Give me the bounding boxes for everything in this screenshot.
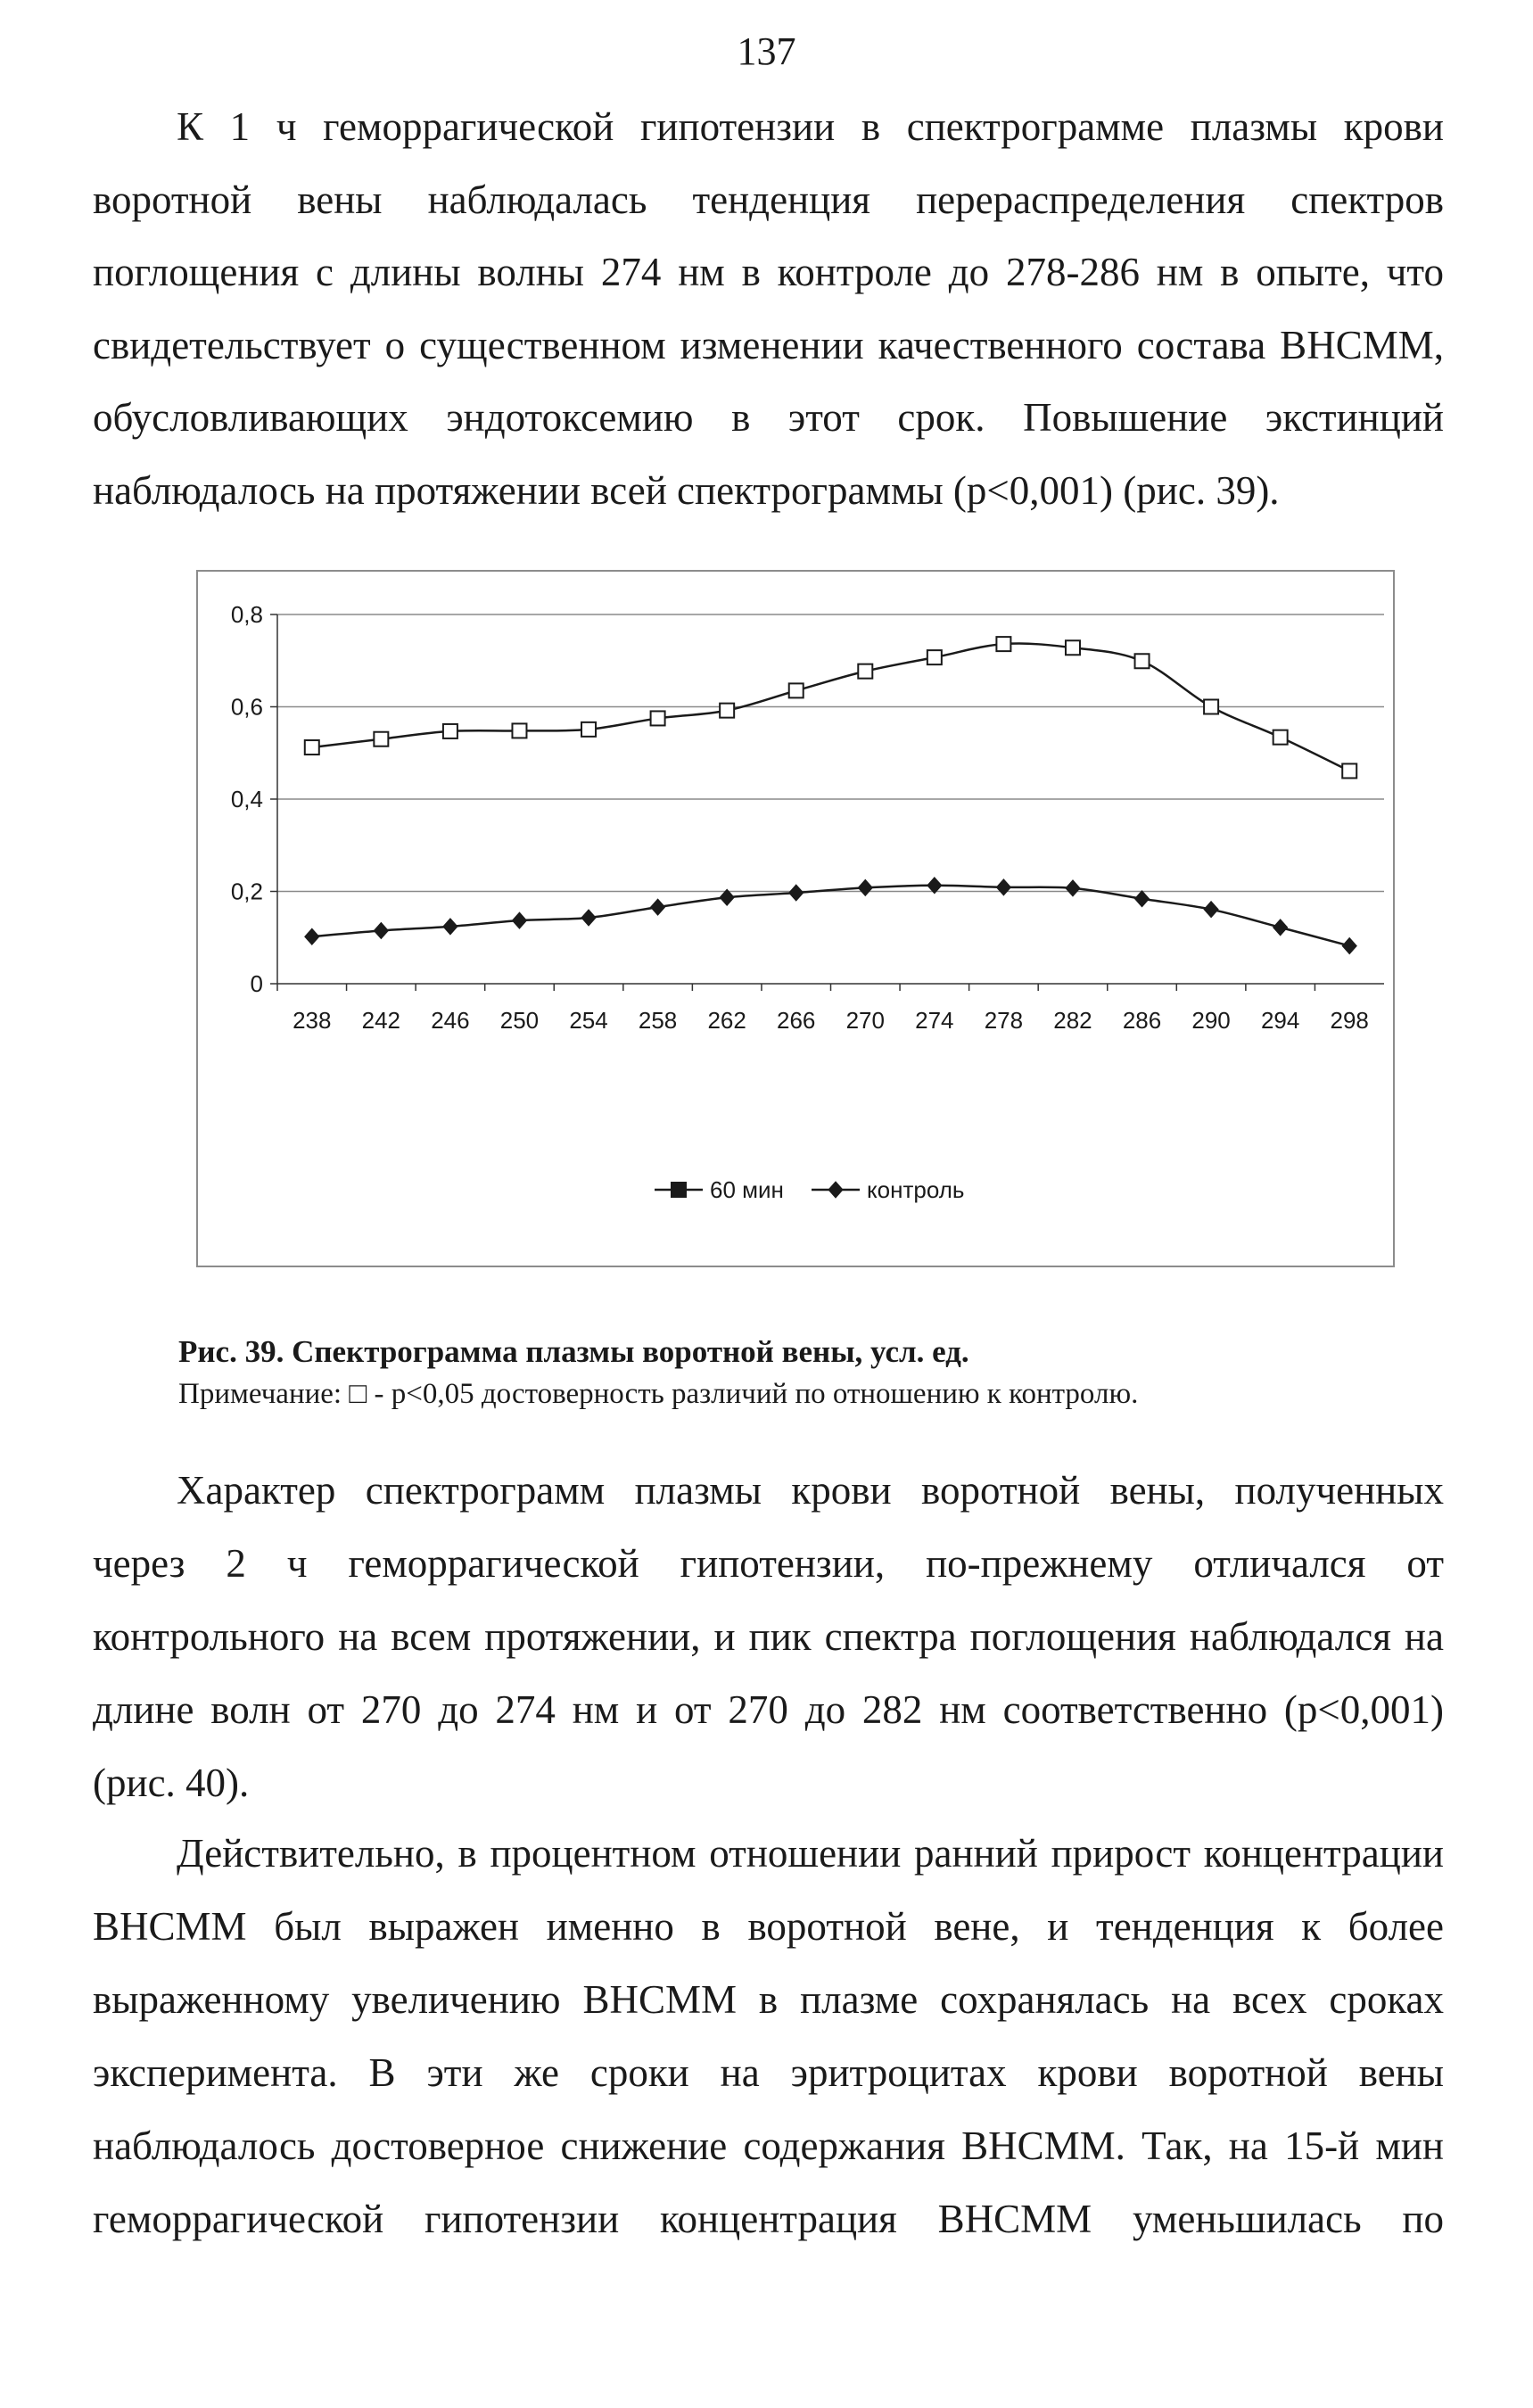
y-tick-label: 0 [250, 970, 263, 997]
data-point-diamond [828, 1182, 843, 1198]
text-line: Характер спектрограмм плазмы крови воротной вены, полученных [177, 1468, 1444, 1513]
x-tick-label: 286 [1122, 1007, 1162, 1034]
data-point-diamond [996, 879, 1010, 895]
data-point-square [672, 1183, 686, 1197]
legend-item [812, 1176, 964, 1203]
text-line: поглощения с длины волны 274 нм в контроле до 278-286 нм в опыте, что [93, 250, 1444, 295]
data-point-square [1066, 640, 1080, 655]
x-tick-label: 246 [431, 1007, 470, 1034]
data-point-square [443, 724, 457, 738]
data-point-diamond [651, 899, 665, 915]
page-number: 137 [737, 29, 796, 73]
x-tick-label: 278 [984, 1007, 1024, 1034]
text-line: через 2 ч геморрагической гипотензии, по-прежнему отличался от [93, 1541, 1444, 1586]
data-point-diamond [1204, 902, 1218, 918]
series-layer [305, 637, 1356, 953]
data-point-diamond [305, 928, 319, 944]
paragraph-2 [93, 1454, 1444, 1819]
text-line: воротной вены наблюдалась тенденция перераспределения спектров [93, 177, 1444, 222]
x-tick-label: 282 [1053, 1007, 1092, 1034]
series-square [305, 637, 1356, 778]
text-line: выраженному увеличению ВНСММ в плазме сохранялась на всех сроках [93, 1977, 1444, 2022]
x-tick-label: 262 [707, 1007, 746, 1034]
data-point-square [374, 732, 388, 746]
x-tick-label: 254 [569, 1007, 608, 1034]
data-point-diamond [858, 879, 872, 895]
x-tick-label: 270 [845, 1007, 885, 1034]
y-tick-label: 0,6 [230, 693, 263, 721]
legend [655, 1176, 964, 1203]
data-point-diamond [1135, 891, 1150, 907]
text-line: длине волн от 270 до 274 нм и от 270 до 282 нм соответственно (p<0,001) [93, 1687, 1444, 1732]
text-line: геморрагической гипотензии концентрация ВНСММ уменьшилась по [93, 2197, 1444, 2241]
y-tick-label: 0,4 [230, 786, 263, 812]
series-diamond [305, 878, 1356, 954]
chart-canvas [198, 572, 1393, 1266]
x-tick-label: 258 [638, 1007, 678, 1034]
data-point-square [512, 723, 526, 738]
data-point-square [996, 637, 1010, 651]
x-tick-label: 290 [1191, 1007, 1231, 1034]
x-tick-label: 298 [1330, 1007, 1369, 1034]
data-point-square [1273, 730, 1288, 745]
x-tick-label: 242 [361, 1007, 401, 1034]
axes [231, 601, 1384, 1034]
legend-item [655, 1176, 784, 1203]
x-tick-label: 250 [499, 1007, 540, 1034]
text-line: свидетельствует о существенном изменении качественного состава ВНСММ, [93, 322, 1444, 367]
paragraph-3 [93, 1817, 1444, 2255]
text-line: ВНСММ был выражен именно в воротной вене, и тенденция к более [93, 1904, 1444, 1949]
data-point-square [720, 704, 734, 718]
data-point-diamond [581, 910, 596, 926]
data-point-diamond [1273, 919, 1288, 936]
data-point-diamond [1342, 938, 1356, 954]
data-point-square [789, 683, 804, 697]
figure-caption-note: Примечание: □ - p<0,05 достоверность различий по отношению к контролю. [178, 1378, 1139, 1410]
text-line: обусловливающих эндотоксемию в этот срок. Повышение экстинций [93, 395, 1444, 441]
legend-label: контроль [867, 1176, 965, 1203]
data-point-square [651, 711, 665, 725]
text-line: К 1 ч геморрагической гипотензии в спектрограмме плазмы крови [177, 104, 1444, 149]
y-tick-label: 0,2 [230, 878, 263, 905]
data-point-square [1342, 763, 1356, 778]
data-point-square [1135, 654, 1150, 668]
data-point-square [858, 664, 872, 679]
figure-caption-title: Рис. 39. Спектрограмма плазмы воротной вены, усл. ед. [178, 1334, 969, 1369]
data-point-diamond [789, 885, 804, 901]
spectrogram-chart [196, 570, 1395, 1267]
data-point-square [927, 650, 942, 664]
gridlines [277, 614, 1384, 892]
legend-label: 60 мин [710, 1176, 784, 1203]
data-point-diamond [1066, 880, 1080, 896]
data-point-square [305, 740, 319, 755]
text-line: контрольного на всем протяжении, и пик спектра поглощения наблюдался на [93, 1614, 1444, 1659]
data-point-diamond [374, 922, 388, 938]
text-line: Действительно, в процентном отношении ранний прирост концентрации [177, 1831, 1444, 1876]
data-point-diamond [512, 912, 526, 928]
x-tick-label: 294 [1260, 1007, 1300, 1034]
series-line [312, 886, 1349, 946]
paragraph-1 [93, 91, 1444, 528]
text-line: (рис. 40). [93, 1761, 250, 1805]
data-point-square [581, 722, 596, 737]
text-line: наблюдалось на протяжении всей спектрограммы (p<0,001) (рис. 39). [93, 467, 1280, 513]
x-tick-label: 274 [915, 1007, 954, 1034]
y-tick-label: 0,8 [230, 601, 263, 628]
data-point-diamond [443, 919, 457, 935]
text-line: эксперимента. В эти же сроки на эритроцитах крови воротной вены [93, 2050, 1444, 2095]
text-line: наблюдалось достоверное снижение содержания ВНСММ. Так, на 15-й мин [93, 2123, 1444, 2168]
x-tick-label: 238 [293, 1007, 332, 1034]
x-tick-label: 266 [777, 1007, 816, 1034]
data-point-square [1204, 700, 1218, 714]
